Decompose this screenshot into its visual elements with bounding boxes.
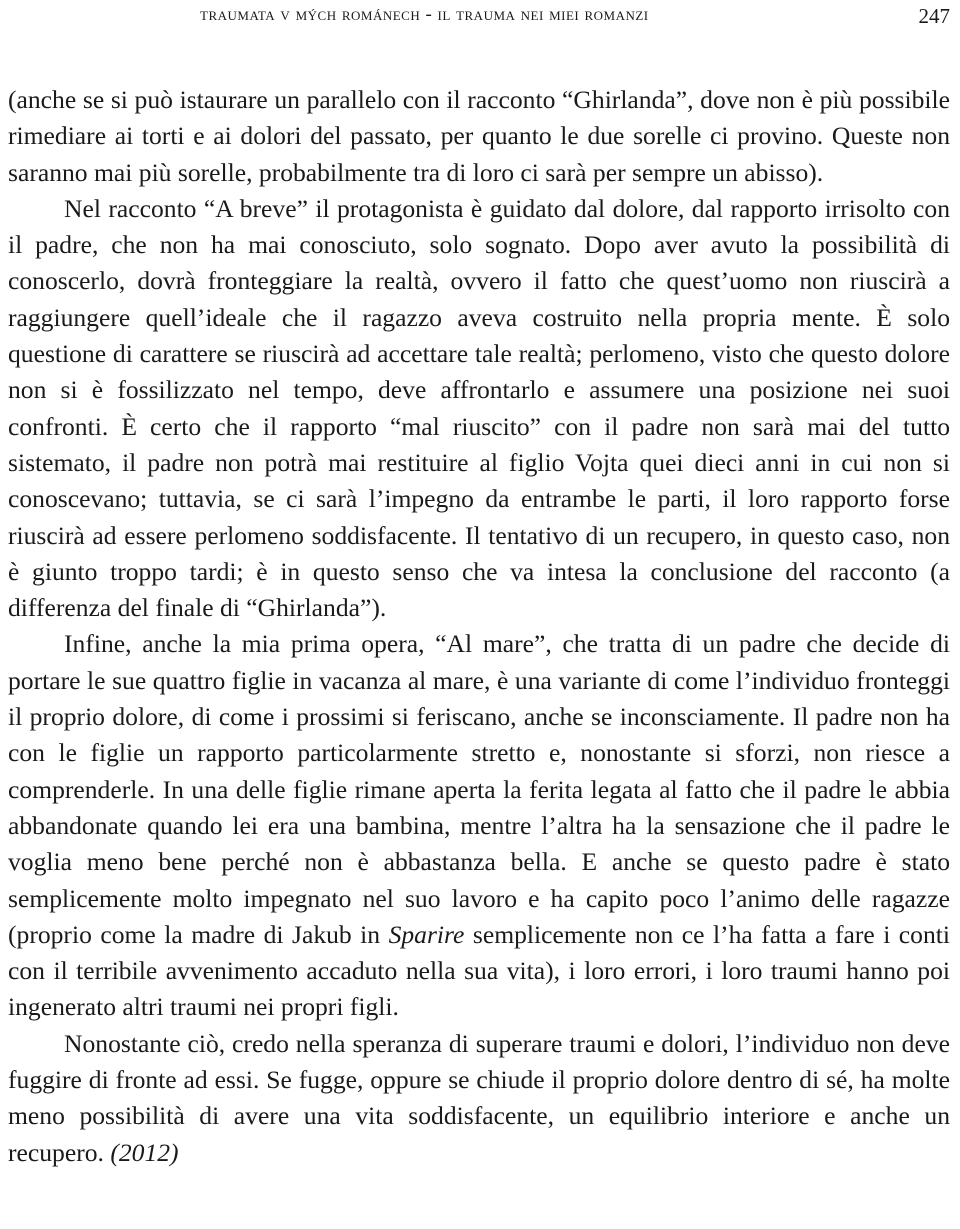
book-title-sparire: Sparire (388, 919, 465, 949)
paragraph-3-text-b: semplicemente non ce l’ha fatta a fare i conti con il terribile avvenimento accaduto nella sua vita), i loro errori, i loro traumi hanno poi ingenerato altri traumi nei propri figli. (8, 919, 950, 1022)
running-title: traumata v mých románech - il trauma nei miei romanzi (200, 4, 649, 25)
paragraph-3-text-a: Infine, anche la mia prima opera, “Al mare”, che tratta di un padre che decide di portare le sue quattro figlie in vacanza al mare, è una variante di come l’individuo fronteggi il proprio dolore, di come i prossimi si feriscano, anche se inconsciamente. Il padre non ha con le figlie un rapporto particolarmente stretto e, nonostante si sforzi, non riesce a comprenderle. In una delle figlie rimane aperta la ferita legata al fatto che il padre le abbia abbandonate quando lei era una bambina, mentre l’altra ha la sensazione che il padre le voglia meno bene perché non è abbastanza bella. E anche se questo padre è stato semplicemente molto impegnato nel suo lavoro e ha capito poco l’animo delle ragazze (proprio come la madre di Jakub in (8, 629, 950, 949)
page-number: 247 (918, 4, 950, 28)
paragraph-1: (anche se si può istaurare un parallelo con il racconto “Ghirlanda”, dove non è più possibile rimediare ai torti e ai dolori del passato, per quanto le due sorelle ci provino. Queste non saranno mai più sorelle, probabilmente tra di loro ci sarà per sempre un abisso). (8, 85, 950, 187)
paragraph-2: Nel racconto “A breve” il protagonista è guidato dal dolore, dal rapporto irrisolto con il padre, che non ha mai conosciuto, solo sognato. Dopo aver avuto la possibilità di conoscerlo, dovrà fronteggiare la realtà, ovvero il fatto che quest’uomo non riuscirà a raggiungere quell’ideale che il ragazzo aveva costruito nella propria mente. È solo questione di carattere se riuscirà ad accettare tale realtà; perlomeno, visto che questo dolore non si è fossilizzato nel tempo, deve affrontarlo e assumere una posizione nei suoi confronti. È certo che il rapporto “mal riuscito” con il padre non sarà mai del tutto sistemato, il padre non potrà mai restituire al figlio Vojta quei dieci anni in cui non si conoscevano; tuttavia, se ci sarà l’impegno da entrambe le parti, il loro rapporto forse riuscirà ad essere perlomeno soddisfacente. Il tentativo di un recupero, in questo caso, non è giunto troppo tardi; è in questo senso che va intesa la conclusione del racconto (a differenza del finale di “Ghirlanda”). (8, 193, 950, 623)
paragraph-4 (8, 1026, 950, 1171)
body-text (8, 82, 950, 1171)
year-note: (2012) (110, 1137, 179, 1167)
paragraph-3 (8, 626, 950, 1025)
running-header (8, 2, 950, 32)
paragraph-4-text: Nonostante ciò, credo nella speranza di superare traumi e dolori, l’individuo non deve fuggire di fronte ad essi. Se fugge, oppure se chiude il proprio dolore dentro di sé, ha molte meno possibilità di avere una vita soddisfacente, un equilibrio interiore e anche un recupero. (8, 1028, 950, 1167)
